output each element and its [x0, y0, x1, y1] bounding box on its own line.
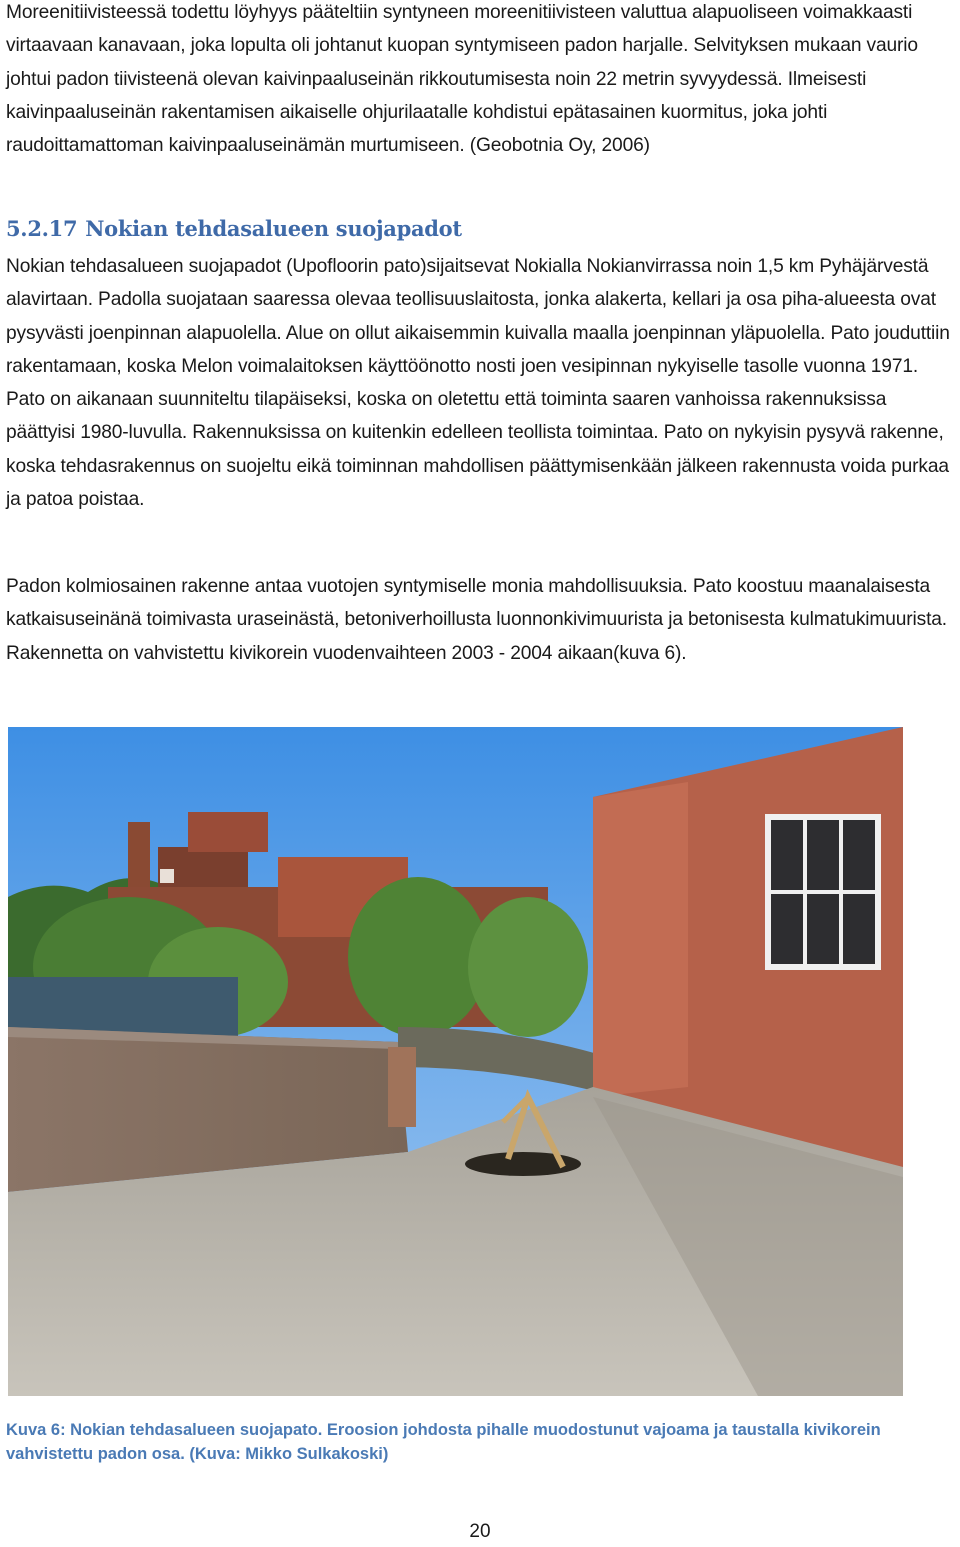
section-title: Nokian tehdasalueen suojapadot — [85, 216, 462, 241]
paragraph-dam-structure: Padon kolmiosainen rakenne antaa vuotojen syntymiselle monia mahdollisuuksia. Pato koostuu maanalaisesta katkaisuseinänä toimivasta uraseinästä, betoniverhoillusta luonnonkivimuurista ja betonisesta kulmatukimuurista. Rakennetta on vahvistettu kivikorein vuodenvaihteen 2003 - 2004 aikaan(kuva 6). — [6, 576, 947, 664]
dam-photo — [8, 727, 903, 1396]
paragraph-dam-failure: Moreenitiivisteessä todettu löyhyys pääteltiin syntyneen moreenitiivisteen valuttua alapuoliseen voimakkaasti virtaavaan kanavaan, joka lopulta oli johtanut kuopan syntymiseen padon harjalle. Selvityksen mukaan vaurio johtui padon tiivisteenä olevan kaivinpaaluseinän rikkoutumisesta noin 22 metrin syvyydessä. Ilmeisesti kaivinpaaluseinän rakentamisen aikaiselle ohjurilaatalle kohdistui epätasainen kuormitus, joka johti raudoittamattoman kaivinpaaluseinämän murtumiseen. (Geobotnia Oy, 2006) — [6, 2, 918, 157]
figure-caption: Kuva 6: Nokian tehdasalueen suojapato. Eroosion johdosta pihalle muodostunut vajoama ja taustalla kivikorein vahvistettu padon osa. (Kuva: Mikko Sulkakoski) — [6, 1421, 881, 1463]
section-heading — [6, 216, 462, 241]
page-number: 20 — [469, 1521, 491, 1542]
section-number: 5.2.17 — [6, 216, 78, 241]
paragraph-dam-location: Nokian tehdasalueen suojapadot (Upofloorin pato)sijaitsevat Nokialla Nokianvirrassa noin 1,5 km Pyhäjärvestä alavirtaan. Padolla suojataan saaressa olevaa teollisuuslaitosta, jonka alakerta, kellari ja osa piha-alueesta ovat pysyvästi joenpinnan alapuolella. Alue on ollut aikaisemmin kuivalla maalla joenpinnan yläpuolella. Pato jouduttiin rakentamaan, koska Melon voimalaitoksen käyttöönotto nosti joen vesipinnan nykyiselle tasolle vuonna 1971. Pato on aikanaan suunniteltu tilapäiseksi, koska on oletettu että toiminta saaren vanhoissa rakennuksissa päättyisi 1980-luvulla. Rakennuksissa on kuitenkin edelleen teollista toimintaa. Pato on nykyisin pysyvä rakenne, koska tehdasrakennus on suojeltu eikä toiminnan mahdollisen päättymisenkään jälkeen rakennusta voida purkaa ja patoa poistaa. — [6, 256, 950, 511]
